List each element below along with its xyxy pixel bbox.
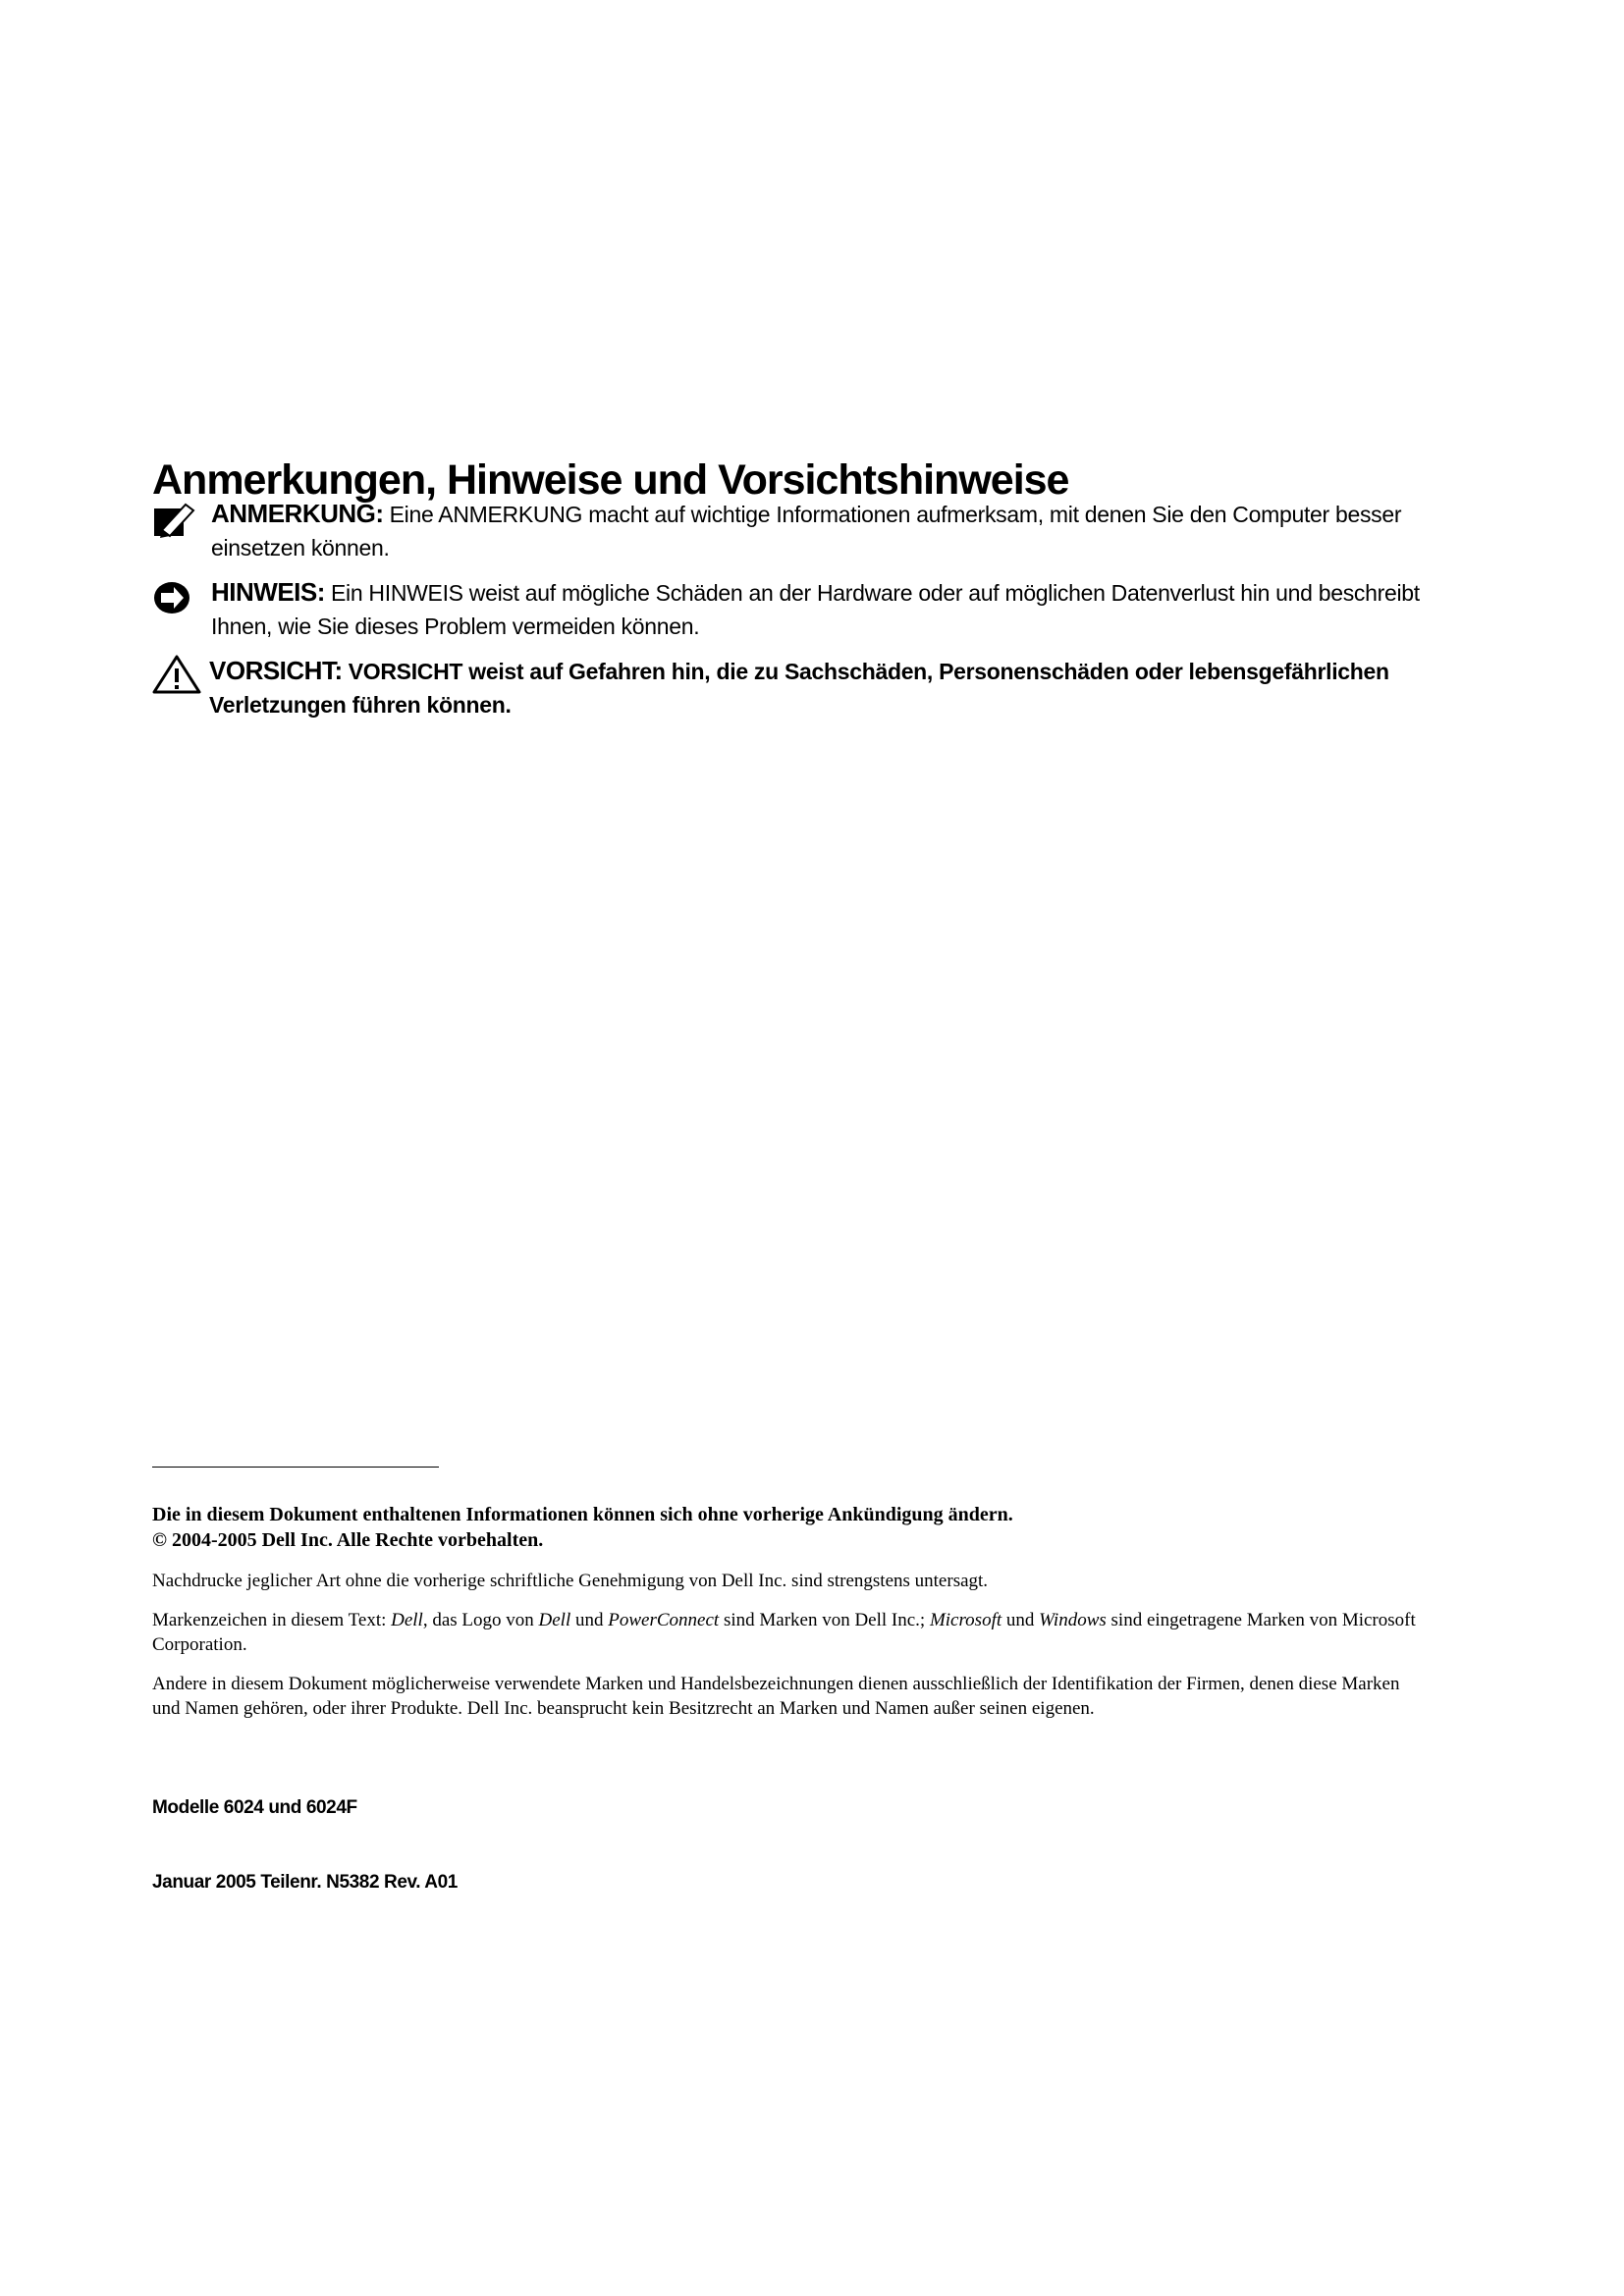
legal-header: [152, 1502, 1429, 1553]
trademark-text: , das Logo von: [422, 1610, 539, 1630]
note-notice: [152, 497, 1448, 564]
caution-notice: [152, 654, 1448, 721]
caution-text: VORSICHT weist auf Gefahren hin, die zu Sachschäden, Personenschäden oder lebensgefährlichen Verletzungen führen können.: [209, 659, 1389, 718]
trademark-text: sind Marken von Dell Inc.;: [719, 1610, 930, 1630]
caution-triangle-icon: [152, 654, 201, 695]
footnote-divider: [152, 1467, 439, 1468]
trademark-text: sind eingetragene Marken von Microsoft Corporation.: [152, 1610, 1416, 1655]
copyright-line: © 2004-2005 Dell Inc. Alle Rechte vorbehalten.: [152, 1529, 544, 1551]
info-change-notice: Die in diesem Dokument enthaltenen Informationen können sich ohne vorherige Ankündigung ändern.: [152, 1504, 1013, 1525]
note-label: ANMERKUNG:: [211, 499, 384, 528]
trademark-microsoft: Microsoft: [929, 1610, 1002, 1630]
trademark-dell-logo: Dell: [538, 1610, 571, 1630]
date-part-number: Januar 2005 Teilenr. N5382 Rev. A01: [152, 1872, 458, 1893]
trademark-text: und: [570, 1610, 609, 1630]
caution-label: VORSICHT:: [209, 656, 343, 685]
notice-arrow-icon: [152, 579, 195, 618]
hint-notice: [152, 575, 1448, 643]
notice-label: HINWEIS:: [211, 577, 325, 607]
model-numbers: Modelle 6024 und 6024F: [152, 1797, 357, 1818]
note-pencil-icon: [152, 501, 195, 540]
trademark-notice: [152, 1608, 1429, 1657]
reprint-notice: Nachdrucke jeglicher Art ohne die vorherige schriftliche Genehmigung von Dell Inc. sind strengstens untersagt.: [152, 1571, 989, 1591]
other-trademarks-notice: Andere in diesem Dokument möglicherweise verwendete Marken und Handelsbezeichnungen dienen ausschließlich der Identifikation der Firmen, denen diese Marken und Namen gehören, oder ihrer Produkte. Dell Inc. beansprucht kein Besitzrecht an Marken und Namen außer seinen eigenen.: [152, 1674, 1400, 1719]
trademark-windows: Windows: [1039, 1610, 1107, 1630]
trademark-dell: Dell: [391, 1610, 423, 1630]
note-text: Eine ANMERKUNG macht auf wichtige Informationen aufmerksam, mit denen Sie den Computer besser einsetzen können.: [211, 502, 1402, 561]
page-title: Anmerkungen, Hinweise und Vorsichtshinweise: [152, 455, 1069, 504]
trademark-powerconnect: PowerConnect: [608, 1610, 720, 1630]
notice-text: Ein HINWEIS weist auf mögliche Schäden an der Hardware oder auf möglichen Datenverlust hin und beschreibt Ihnen, wie Sie dieses Problem vermeiden können.: [211, 580, 1420, 639]
trademark-text: und: [1001, 1610, 1040, 1630]
trademark-text: Markenzeichen in diesem Text:: [152, 1610, 392, 1630]
